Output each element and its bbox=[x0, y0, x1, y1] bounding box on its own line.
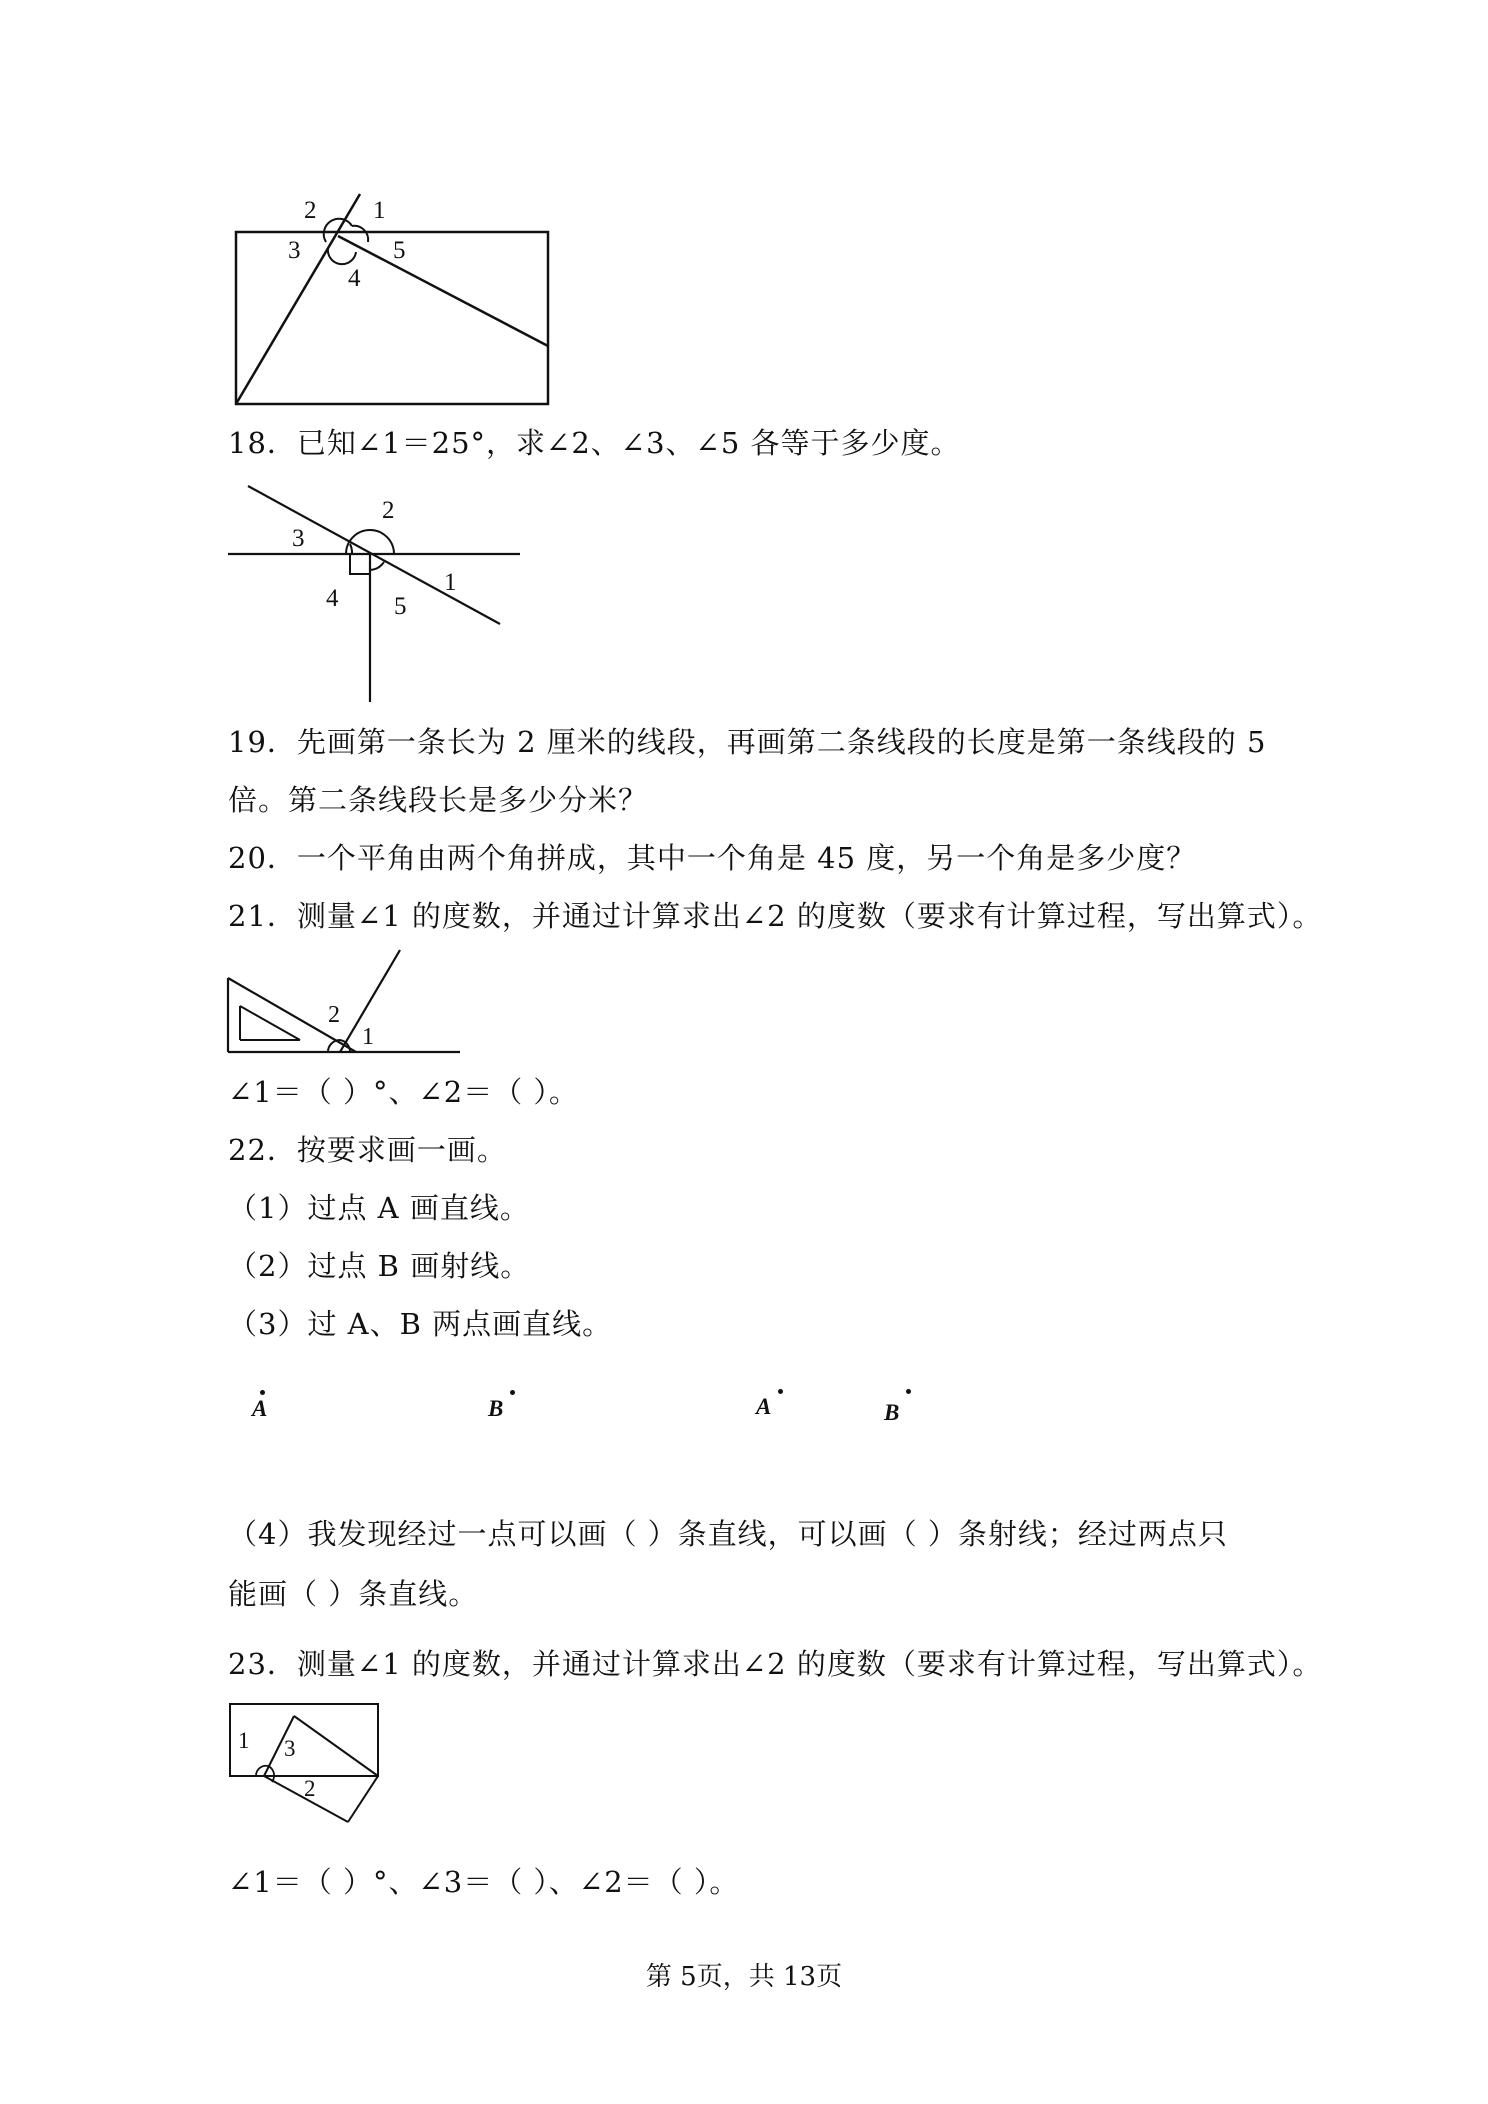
point-b-1-label: B bbox=[488, 1396, 504, 1421]
point-a-2-label: A bbox=[756, 1394, 772, 1419]
question-20: 20．一个平角由两个角拼成，其中一个角是 45 度，另一个角是多少度？ bbox=[228, 841, 1197, 875]
page-footer: 第 5页，共 13页 bbox=[645, 1962, 843, 1992]
question-23-answer: ∠1＝（ ）°、∠3＝（ ）、∠2＝（ ）。 bbox=[228, 1865, 740, 1899]
question-19-line-2: 倍。第二条线段长是多少分米？ bbox=[228, 783, 649, 817]
question-19-line-1: 19．先画第一条长为 2 厘米的线段，再画第二条线段的长度是第一条线段的 5 bbox=[228, 725, 1267, 759]
fig18-label-4: 4 bbox=[326, 585, 339, 612]
question-22-item-4-line-2: 能画（ ）条直线。 bbox=[228, 1577, 479, 1611]
point-b-1-dot bbox=[510, 1390, 515, 1395]
figure-21-triangle-ruler bbox=[228, 948, 468, 1058]
fig17-label-4: 4 bbox=[348, 265, 361, 292]
fig23-label-2: 2 bbox=[304, 1776, 316, 1801]
fig23-label-3: 3 bbox=[284, 1736, 296, 1761]
fig18-label-5: 5 bbox=[394, 593, 407, 620]
question-22-title: 22．按要求画一画。 bbox=[228, 1133, 507, 1167]
question-21: 21．测量∠1 的度数，并通过计算求出∠2 的度数（要求有计算过程，写出算式）。 bbox=[228, 899, 1323, 933]
fig17-label-5: 5 bbox=[393, 237, 406, 264]
fig17-label-3: 3 bbox=[288, 237, 301, 264]
fig18-label-2: 2 bbox=[382, 497, 395, 524]
question-22-item-3: （3）过 A、B 两点画直线。 bbox=[228, 1307, 613, 1341]
point-a-1-label: A bbox=[252, 1396, 268, 1421]
fig21-label-2: 2 bbox=[328, 1002, 340, 1028]
point-b-2-dot bbox=[906, 1389, 911, 1394]
point-a-1-dot bbox=[260, 1390, 265, 1395]
point-a-2-dot bbox=[778, 1389, 783, 1394]
fig18-label-3: 3 bbox=[292, 525, 305, 552]
point-b-2-label: B bbox=[884, 1400, 900, 1425]
figure-23-folded-rectangle bbox=[228, 1700, 388, 1830]
question-22-item-1: （1）过点 A 画直线。 bbox=[228, 1191, 530, 1225]
question-22-item-2: （2）过点 B 画射线。 bbox=[228, 1249, 531, 1283]
question-18: 18．已知∠1＝25°，求∠2、∠3、∠5 各等于多少度。 bbox=[228, 426, 961, 460]
fig17-label-2: 2 bbox=[304, 197, 317, 224]
figure-18-intersecting-lines bbox=[228, 480, 528, 705]
question-21-answer: ∠1＝（ ）°、∠2＝（ ）。 bbox=[228, 1075, 579, 1109]
figure-17-rectangle-angles bbox=[228, 190, 558, 410]
fig18-label-1: 1 bbox=[444, 569, 457, 596]
question-22-item-4-line-1: （4）我发现经过一点可以画（ ）条直线，可以画（ ）条射线；经过两点只 bbox=[228, 1517, 1228, 1551]
fig23-label-1: 1 bbox=[238, 1728, 250, 1753]
fig21-label-1: 1 bbox=[362, 1024, 374, 1050]
question-23: 23．测量∠1 的度数，并通过计算求出∠2 的度数（要求有计算过程，写出算式）。 bbox=[228, 1647, 1323, 1681]
fig17-label-1: 1 bbox=[373, 197, 386, 224]
